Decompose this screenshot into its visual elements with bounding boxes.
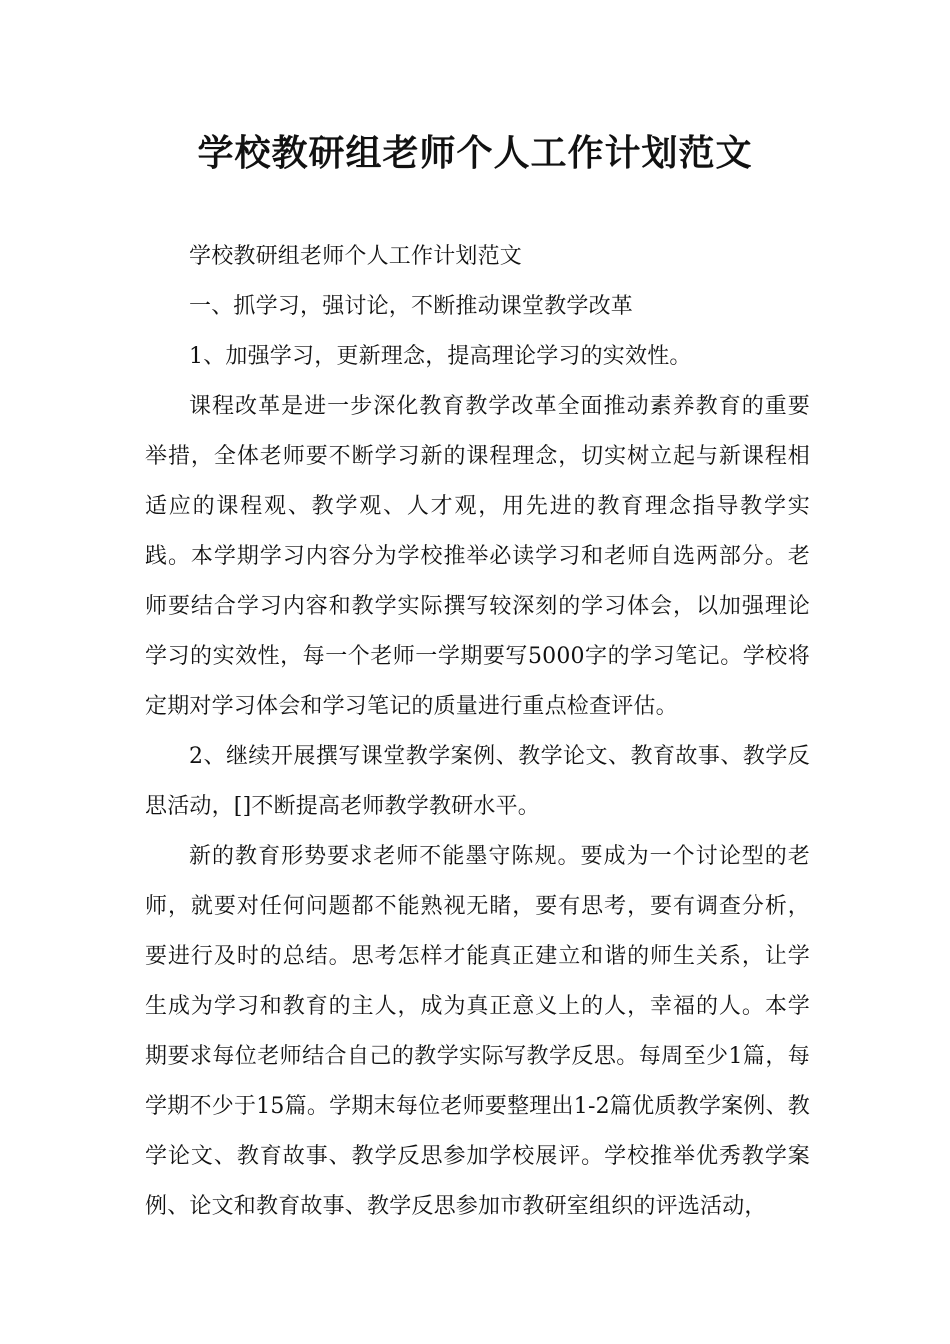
paragraph-item-1-body: 课程改革是进一步深化教育教学改革全面推动素养教育的重要举措，全体老师要不断学习新的课程理念，切实树立起与新课程相适应的课程观、教学观、人才观，用先进的教育理念指导教学实践。本学期学习内容分为学校推举必读学习和老师自选两部分。老师要结合学习内容和教学实际撰写较深刻的学习体会，以加强理论学习的实效性，每一个老师一学期要写5000字的学习笔记。学校将定期对学习体会和学习笔记的质量进行重点检查评估。	[145, 394, 810, 719]
document-body	[145, 232, 810, 1232]
paragraph-item-1-heading: 1、加强学习，更新理念，提高理论学习的实效性。	[189, 344, 692, 369]
paragraph-item-2-body: 新的教育形势要求老师不能墨守陈规。要成为一个讨论型的老师，就要对任何问题都不能熟视无睹，要有思考，要有调查分析，要进行及时的总结。思考怎样才能真正建立和谐的师生关系，让学生成为学习和教育的主人，成为真正意义上的人，幸福的人。本学期要求每位老师结合自己的教学实际写教学反思。每周至少1篇，每学期不少于15篇。学期末每位老师要整理出1-2篇优质教学案例、教学论文、教育故事、教学反思参加学校展评。学校推举优秀教学案例、论文和教育故事、教学反思参加市教研室组织的评选活动，	[145, 844, 810, 1219]
paragraph-item-2-heading: 2、继续开展撰写课堂教学案例、教学论文、教育故事、教学反思活动，[]不断提高老师教学教研水平。	[145, 744, 810, 819]
document-title: 学校教研组老师个人工作计划范文	[197, 133, 753, 174]
paragraph-section-heading: 一、抓学习，强讨论，不断推动课堂教学改革	[189, 294, 634, 319]
paragraph-subtitle: 学校教研组老师个人工作计划范文	[189, 244, 523, 269]
